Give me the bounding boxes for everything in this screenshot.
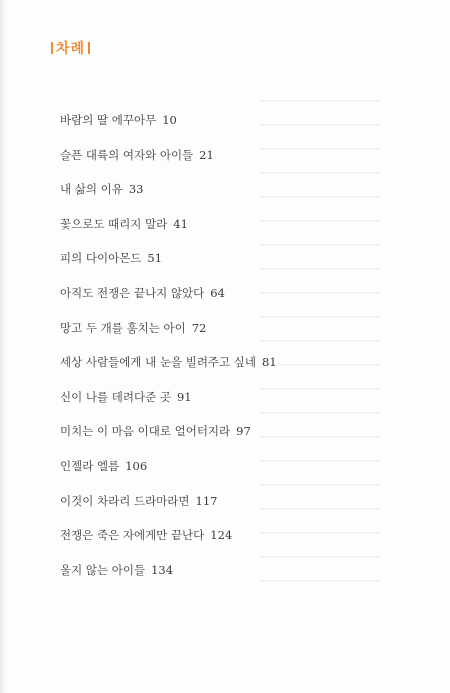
toc-entry-title: 이것이 차라리 드라마라면 (60, 493, 190, 508)
toc-entry-title: 꽃으로도 때리지 말라 (60, 216, 168, 231)
toc-entry (60, 145, 277, 180)
toc-entry (60, 318, 277, 353)
toc-entry (60, 179, 277, 214)
toc-entry-page: 117 (195, 493, 218, 508)
spine-shadow (0, 0, 6, 693)
toc-entry-page: 134 (151, 562, 174, 577)
toc-entry-page: 124 (210, 528, 233, 543)
toc-entry (60, 283, 277, 318)
toc-entry-title: 망고 두 개를 훔치는 아이 (60, 320, 186, 335)
toc-entry-title: 울지 않는 아이들 (60, 562, 146, 577)
toc-entry-title: 인젤라 엘름 (60, 458, 120, 473)
contents-heading (48, 38, 93, 58)
toc-entry-title: 신이 나를 데려다준 곳 (60, 389, 171, 404)
toc-entry-title: 전쟁은 죽은 자에게만 끝난다 (60, 528, 205, 543)
toc-entry (60, 421, 277, 456)
toc-entry-title: 내 삶의 이유 (60, 182, 123, 197)
show-through-text (260, 100, 380, 600)
toc-entry (60, 110, 277, 145)
toc-entry (60, 352, 277, 387)
toc-entry-title: 바람의 딸 에꾸아무 (60, 113, 157, 127)
toc-entry (60, 387, 277, 422)
toc-entry-page: 97 (236, 424, 251, 439)
toc-entry-title: 아직도 전쟁은 끝나지 않았다 (60, 285, 205, 300)
toc-entry-page: 106 (125, 458, 148, 473)
toc-entry-title: 미치는 이 마음 이대로 얼어터지라 (60, 424, 231, 439)
toc-entry (60, 456, 277, 491)
toc-entry-page: 51 (147, 251, 163, 266)
heading-right-bar (88, 42, 90, 54)
toc-entry-page: 64 (210, 285, 225, 300)
toc-entry-page: 10 (162, 113, 177, 127)
toc-entry (60, 560, 277, 595)
toc-entry-page: 33 (128, 182, 144, 197)
table-of-contents (60, 110, 277, 594)
toc-entry (60, 248, 277, 283)
toc-entry-page: 81 (262, 355, 277, 370)
contents-heading-label: 차례 (56, 41, 86, 57)
toc-entry (60, 525, 277, 560)
toc-entry-title: 피의 다이아몬드 (60, 251, 142, 266)
heading-left-bar (51, 42, 53, 54)
toc-entry-page: 41 (173, 216, 188, 231)
toc-entry (60, 214, 277, 249)
toc-entry-title: 슬픈 대륙의 여자와 아이들 (60, 147, 194, 162)
toc-entry-page: 21 (199, 147, 214, 162)
toc-entry (60, 491, 277, 526)
toc-entry-page: 72 (191, 320, 207, 335)
toc-entry-title: 세상 사람들에게 내 눈을 빌려주고 싶네 (60, 355, 257, 370)
toc-entry-page: 91 (176, 389, 192, 404)
